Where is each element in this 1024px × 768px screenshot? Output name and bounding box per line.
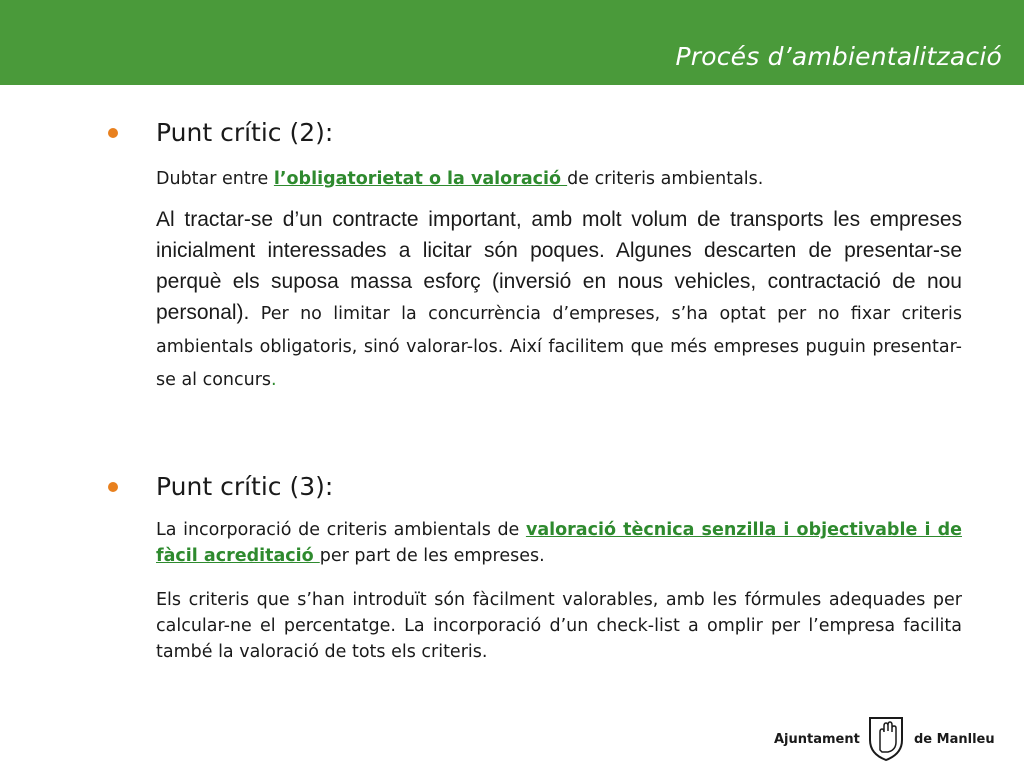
- body-main-text: Al tractar-se d’un contracte important, amb molt volum de transports les empreses inicialment interessades a licitar són poques. Algunes descarten de presentar-se perquè els suposa massa esforç (inversió en nous vehicles, contractació de nou personal).: [156, 208, 962, 324]
- section2-body: [156, 204, 962, 396]
- section-heading-2: Punt crític (2):: [156, 118, 334, 147]
- section3-body: Els criteris que s’han introduït són fàcilment valorables, amb les fórmules adequades per calcular-ne el percentatge. La incorporació d’un check-list a omplir per l’empresa facilita també la valoració de tots els criteris.: [156, 590, 962, 662]
- body-small-text: Per no limitar la concurrència d’empreses, s’ha optat per no fixar criteris ambientals obligatoris, sinó valorar-los. Així facilitem que més empreses puguin presentar-se al concurs: [156, 304, 962, 390]
- highlight-link: l’obligatorietat o la valoració: [273, 169, 568, 189]
- section-heading-3: Punt crític (3):: [156, 472, 334, 501]
- page-title: Procés d’ambientalització: [675, 42, 1002, 71]
- footer-logo: [770, 712, 1000, 764]
- intro-text-after: de criteris ambientals.: [567, 169, 764, 189]
- logo-text-left: Ajuntament: [774, 732, 860, 747]
- highlight-link: valoració tècnica senzilla i objectivable i de fàcil acreditació: [156, 520, 962, 566]
- header-bar: [0, 0, 1024, 85]
- intro-text-before: La incorporació de criteris ambientals de: [156, 520, 526, 540]
- body-end-dot: .: [271, 370, 277, 390]
- section3-intro: [156, 517, 962, 569]
- bullet-icon: [108, 128, 118, 138]
- hand-shield-icon: [866, 714, 906, 762]
- bullet-icon: [108, 482, 118, 492]
- section2-intro: [156, 166, 962, 192]
- intro-text-after: per part de les empreses.: [319, 546, 545, 566]
- intro-text-before: Dubtar entre: [156, 169, 274, 189]
- logo-text-right: de Manlleu: [914, 732, 995, 747]
